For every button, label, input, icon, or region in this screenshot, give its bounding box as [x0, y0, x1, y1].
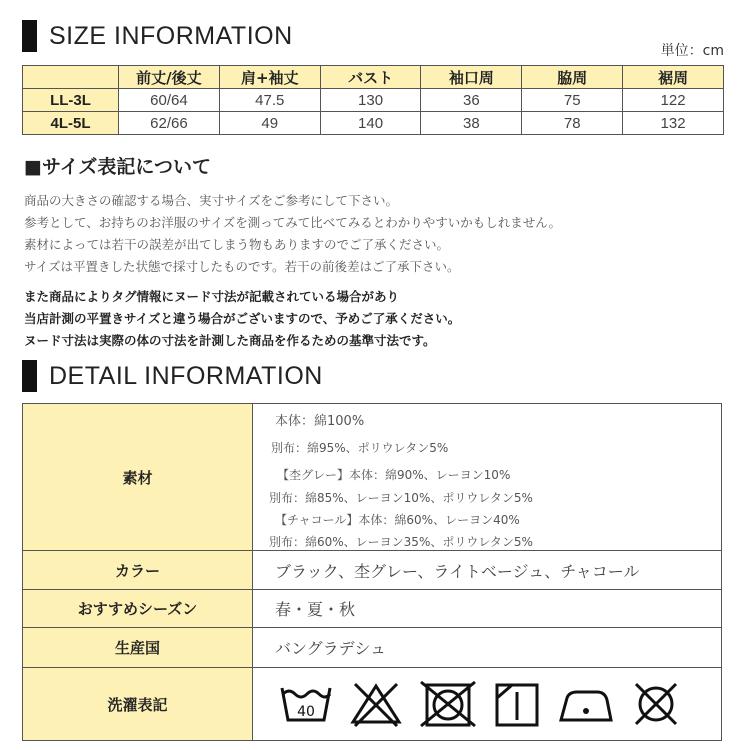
iron-low-icon: [557, 680, 613, 728]
table-cell: 60/64: [119, 89, 220, 112]
table-cell: 49: [219, 112, 320, 135]
table-cell: 38: [421, 112, 522, 135]
unit-label: 単位：cm: [660, 43, 724, 59]
note-line: また商品によりタグ情報にヌード寸法が記載されている場合があり: [24, 289, 400, 304]
material-line: 別布：綿85%、レーヨン10%、ポリウレタン5%: [269, 491, 533, 505]
detail-info-title: DETAIL INFORMATION: [49, 361, 323, 390]
material-line: 別布：綿95%、ポリウレタン5%: [271, 441, 449, 455]
size-header-sleeve: 肩+袖丈: [219, 66, 320, 89]
size-header-bust: バスト: [320, 66, 421, 89]
wash-40-icon: [279, 680, 333, 728]
size-row-label: LL-3L: [23, 89, 119, 112]
material-value: [253, 404, 722, 551]
table-cell: 62/66: [119, 112, 220, 135]
care-row: [23, 668, 722, 741]
wash-temp-text: 40: [297, 704, 315, 720]
size-header-length: 前丈/後丈: [119, 66, 220, 89]
color-value: ブラック、杢グレー、ライトベージュ、チャコール: [253, 551, 722, 590]
season-label: おすすめシーズン: [23, 590, 253, 628]
size-header-armhole: 脇周: [522, 66, 623, 89]
table-cell: 47.5: [219, 89, 320, 112]
material-label: 素材: [23, 404, 253, 551]
origin-label: 生産国: [23, 628, 253, 668]
origin-row: [23, 628, 722, 668]
about-size-title: ■サイズ表記について: [24, 156, 212, 178]
color-row: [23, 551, 722, 590]
table-cell: 130: [320, 89, 421, 112]
color-label: カラー: [23, 551, 253, 590]
material-line: 本体：綿100%: [275, 414, 365, 429]
material-row: [23, 404, 722, 551]
size-table-header: [23, 66, 724, 89]
about-line: 素材によっては若干の誤差が出てしまう物もありますのでご了承ください。: [24, 237, 450, 252]
nude-size-note: [24, 286, 460, 352]
care-symbols: [277, 680, 721, 728]
size-header-cuff: 袖口周: [421, 66, 522, 89]
no-bleach-icon: [350, 680, 402, 728]
heading-bar: [22, 20, 37, 52]
table-row: [23, 112, 724, 135]
about-line: 参考として、お持ちのお洋服のサイズを測ってみて比べてみるとわかりやすいかもしれません。: [24, 215, 562, 230]
material-line: 【杢グレー】本体：綿90%、レーヨン10%: [277, 468, 511, 482]
about-line: サイズは平置きした状態で採寸したものです。若干の前後差はご了承下さい。: [24, 259, 460, 274]
detail-table: [22, 403, 722, 741]
no-dry-clean-icon: [630, 680, 682, 728]
table-row: [23, 89, 724, 112]
table-cell: 140: [320, 112, 421, 135]
season-row: [23, 590, 722, 628]
about-line: 商品の大きさの確認する場合、実寸サイズをご参考にして下さい。: [24, 193, 399, 208]
size-header-corner: [23, 66, 119, 89]
origin-value: バングラデシュ: [253, 628, 722, 668]
table-cell: 36: [421, 89, 522, 112]
about-size-text: [24, 190, 561, 278]
size-row-label: 4L-5L: [23, 112, 119, 135]
note-line: 当店計測の平置きサイズと違う場合がございますので、予めご了承ください。: [24, 311, 461, 326]
heading-bar: [22, 360, 37, 392]
table-cell: 75: [522, 89, 623, 112]
size-header-hem: 裾周: [623, 66, 724, 89]
material-list: [253, 404, 721, 550]
season-value: 春・夏・秋: [253, 590, 722, 628]
detail-info-heading: [22, 358, 323, 394]
care-value: [253, 668, 722, 741]
size-info-title: SIZE INFORMATION: [49, 21, 293, 50]
no-tumble-dry-icon: [419, 680, 477, 728]
note-line: ヌード寸法は実際の体の寸法を計測した商品を作るための基準寸法です。: [24, 333, 436, 348]
line-dry-icon: [494, 680, 540, 728]
table-cell: 132: [623, 112, 724, 135]
size-info-heading: [22, 18, 293, 54]
care-label: 洗濯表記: [23, 668, 253, 741]
material-line: 【チャコール】本体：綿60%、レーヨン40%: [275, 513, 520, 527]
size-table: [22, 65, 724, 135]
table-cell: 78: [522, 112, 623, 135]
material-line: 別布：綿60%、レーヨン35%、ポリウレタン5%: [269, 535, 533, 549]
table-cell: 122: [623, 89, 724, 112]
